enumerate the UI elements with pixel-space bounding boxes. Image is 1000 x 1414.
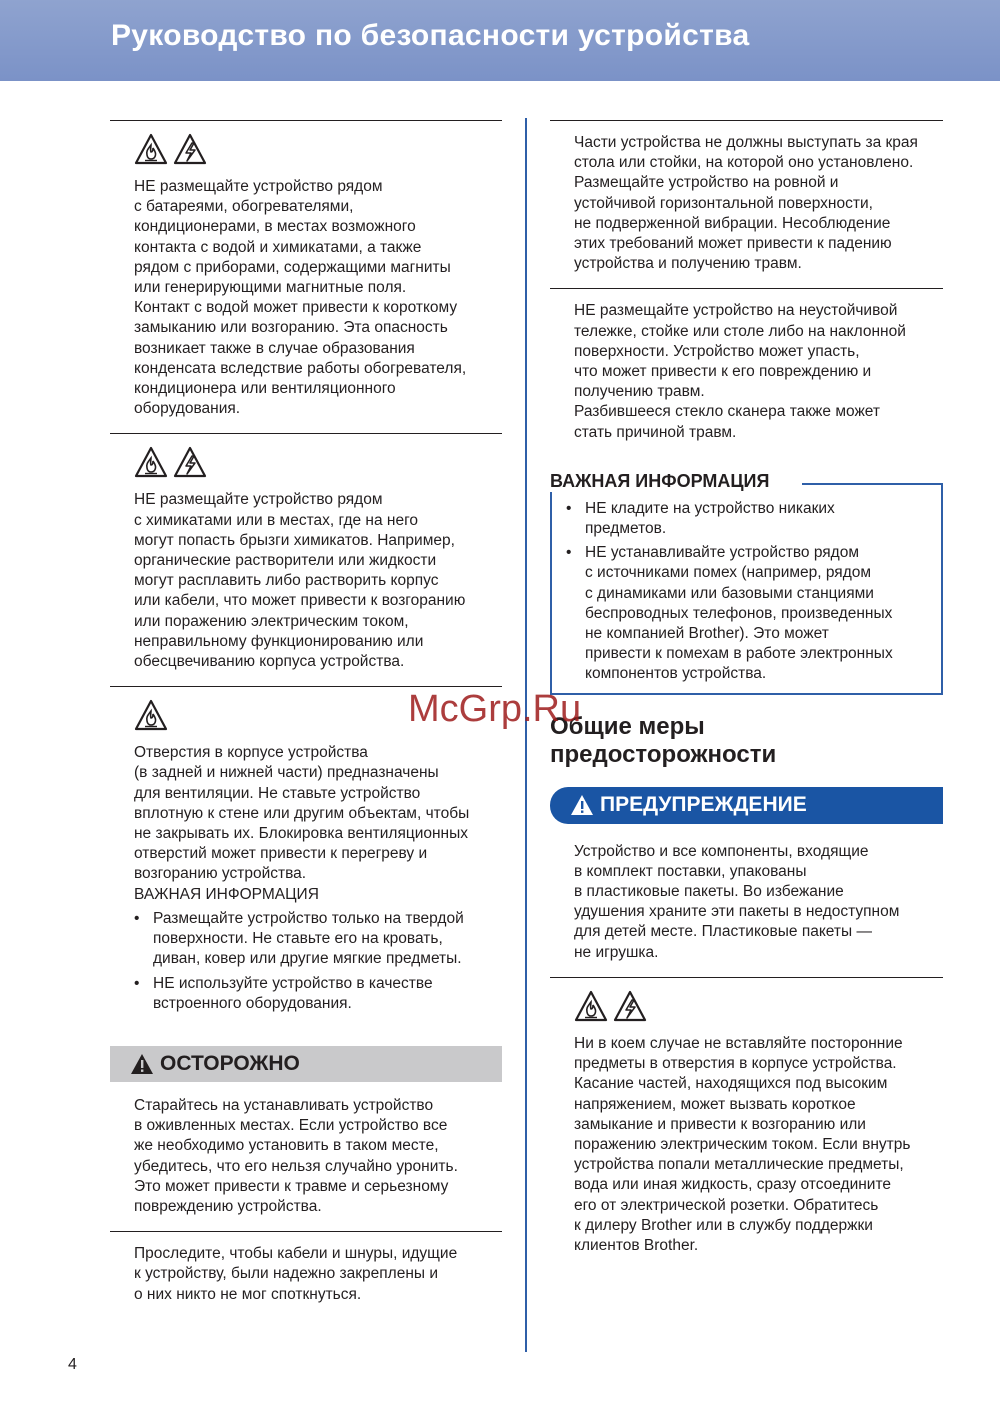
safety-block-foreign-objects <box>550 977 943 1270</box>
safety-text: Устройство и все компоненты, входящие в комплект поставки, упакованы в пластиковые пакеты. Во избежание удушения храните эти пакеты в недоступном для детей месте. Пластиковые пакеты — не игрушка. <box>574 842 900 961</box>
caution-title: ОСТОРОЖНО <box>160 1051 300 1075</box>
warning-title: ПРЕДУПРЕЖДЕНИЕ <box>600 793 807 817</box>
right-column <box>550 120 943 1270</box>
section-title: Общие меры предосторожности <box>550 712 777 768</box>
safety-text: Отверстия в корпусе устройства (в задней и нижней части) предназначены для вентиляции. Не ставьте устройство вплотную к стене или другим объектам, чтобы не закрывать их. Блокировка вентиляционных отверстий может привести к перегреву и возгоранию устройства. <box>134 744 470 883</box>
safety-text: НЕ размещайте устройство рядом с батареями, обогревателями, кондиционерами, в местах возможного контакта с водой и химикатами, а также рядом с приборами, содержащими магниты или генерирующими магнитные поля. Контакт с водой может привести к короткому замыканию или возгоранию. Эта опасность возникает также в случае образования конденсата вследствие работы обогревателя, кондиционера или вентиляционного оборудования. <box>134 178 467 418</box>
safety-text: Части устройства не должны выступать за края стола или стойки, на которой оно установлено. Размещайте устройство на ровной и устойчивой горизонтальной поверхности, не подверженной вибрации. Несоблюдение этих требований может привести к падению устройства и получению травм. <box>574 134 918 273</box>
watermark: McGrp.Ru <box>408 688 582 730</box>
column-divider <box>525 118 527 1352</box>
safety-block-busy-places <box>110 1082 502 1231</box>
safety-block-plastic-bags <box>550 824 943 977</box>
list-item: • НЕ используйте устройство в качестве встроенного оборудования. <box>134 974 502 1014</box>
important-info-box <box>550 470 943 695</box>
safety-block-edges <box>550 120 943 288</box>
safety-text: Старайтесь на устанавливать устройство в оживленных местах. Если устройство все же необходимо установить в таком месте, убедитесь, что его нельзя случайно уронить. Это может привести к травме и серьезному повреждению устройства. <box>134 1096 458 1215</box>
fire-hazard-icon <box>134 699 168 731</box>
list-item: • НЕ устанавливайте устройство рядом с источниками помех (например, рядом с динамиками или базовыми станциями беспроводных телефонов, произведенных не компанией Brother). Это может привести к помехам в работе электронных компонентов устройства. <box>566 543 931 684</box>
electric-hazard-icon <box>173 133 207 165</box>
safety-block-batteries <box>110 120 502 433</box>
page-number: 4 <box>68 1356 77 1373</box>
safety-block-cables <box>110 1231 502 1319</box>
info-box-top-border <box>802 483 943 485</box>
hazard-icons <box>574 990 943 1024</box>
list-item: • НЕ кладите на устройство никаких предметов. <box>566 499 931 539</box>
caution-triangle-icon <box>130 1053 154 1075</box>
safety-text: Проследите, чтобы кабели и шнуры, идущие к устройству, были надежно закреплены и о них никто не мог споткнуться. <box>134 1245 458 1303</box>
safety-block-ventilation <box>110 686 502 1032</box>
fire-hazard-icon <box>134 133 168 165</box>
electric-hazard-icon <box>173 446 207 478</box>
electric-hazard-icon <box>613 990 647 1022</box>
safety-text: НЕ размещайте устройство на неустойчивой тележке, стойке или столе либо на наклонной поверхности. Устройство может упасть, что может привести к его повреждению и получению травм. Разбившееся стекло сканера также может стать причиной травм. <box>574 302 906 441</box>
safety-block-unstable <box>550 288 943 456</box>
warning-banner <box>550 787 943 824</box>
page-header <box>0 0 1000 81</box>
list-item: • Размещайте устройство только на твердой поверхности. Не ставьте его на кровать, диван, ковер или другие мягкие предметы. <box>134 909 502 970</box>
fire-hazard-icon <box>574 990 608 1022</box>
bullet-list <box>566 499 931 685</box>
safety-block-chemicals <box>110 433 502 686</box>
important-info-title: ВАЖНАЯ ИНФОРМАЦИЯ <box>550 471 775 492</box>
caution-banner <box>110 1046 502 1082</box>
safety-text: Ни в коем случае не вставляйте посторонние предметы в отверстия в корпусе устройства. Касание частей, находящихся под высоким напряжением, может вызвать короткое замыкание и привести к возгоранию или поражению электрическим током. Если внутрь устройства попали металлические предметы, вода или иная жидкость, сразу отсоедините его от электрической розетки. Обратитесь к дилеру Brother или в службу поддержки клиентов Brother. <box>574 1034 911 1254</box>
bullet-list <box>134 909 502 1014</box>
hazard-icons <box>134 133 502 167</box>
important-info-label: ВАЖНАЯ ИНФОРМАЦИЯ <box>134 885 319 903</box>
warning-triangle-icon <box>570 794 594 816</box>
hazard-icons <box>134 446 502 480</box>
page-title: Руководство по безопасности устройства <box>111 19 750 52</box>
safety-text: НЕ размещайте устройство рядом с химикатами или в местах, где на него могут попасть брызги химикатов. Например, органические растворители или жидкости могут расплавить либо растворить корпус или кабели, что может привести к возгоранию или поражению электрическим током, неправильному функционированию или обесцвечиванию корпуса устройства. <box>134 491 466 671</box>
fire-hazard-icon <box>134 446 168 478</box>
